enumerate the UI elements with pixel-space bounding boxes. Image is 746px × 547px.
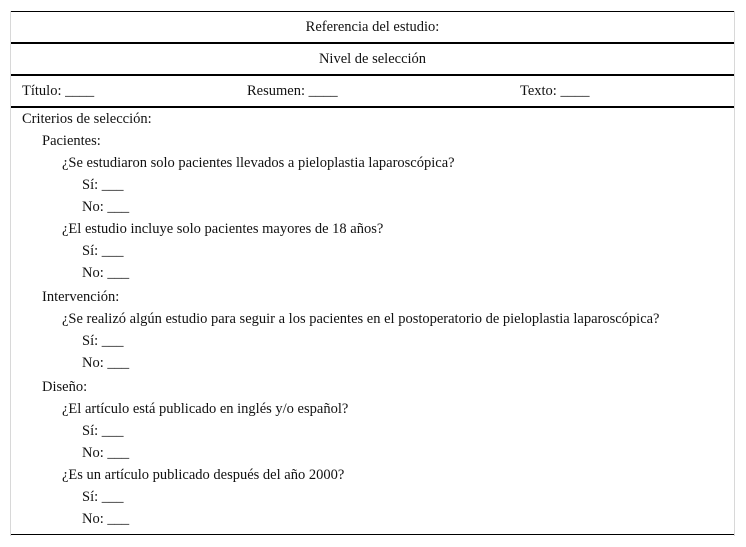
intervention-question-1: ¿Se realizó algún estudio para seguir a los pacientes en el postoperatorio de pieloplastia laparoscópica? — [62, 311, 660, 327]
patients-q1-no: No: ___ — [82, 199, 130, 215]
title-field: Título: ____ — [22, 83, 95, 99]
patients-q2-no: No: ___ — [82, 265, 130, 281]
selection-level-title: Nivel de selección — [318, 51, 427, 67]
rule-2 — [11, 74, 734, 76]
study-reference-label: Referencia del estudio: — [305, 19, 440, 35]
bottom-rule — [11, 534, 734, 535]
rule-1 — [11, 42, 734, 44]
patients-label: Pacientes: — [42, 133, 101, 149]
design-question-2: ¿Es un artículo publicado después del año 2000? — [62, 467, 345, 483]
patients-question-2: ¿El estudio incluye solo pacientes mayores de 18 años? — [62, 221, 384, 237]
patients-question-1: ¿Se estudiaron solo pacientes llevados a pieloplastia laparoscópica? — [62, 155, 455, 171]
rule-3 — [11, 106, 734, 108]
intervention-q1-no: No: ___ — [82, 355, 130, 371]
patients-q1-yes: Sí: ___ — [82, 177, 124, 193]
design-q1-no: No: ___ — [82, 445, 130, 461]
design-q2-yes: Sí: ___ — [82, 489, 124, 505]
design-q1-yes: Sí: ___ — [82, 423, 124, 439]
design-question-1: ¿El artículo está publicado en inglés y/o español? — [62, 401, 349, 417]
patients-q2-yes: Sí: ___ — [82, 243, 124, 259]
intervention-q1-yes: Sí: ___ — [82, 333, 124, 349]
design-label: Diseño: — [42, 379, 88, 395]
intervention-label: Intervención: — [42, 289, 120, 305]
design-q2-no: No: ___ — [82, 511, 130, 527]
criteria-heading: Criterios de selección: — [22, 111, 152, 127]
top-rule — [11, 11, 734, 12]
selection-form — [10, 11, 735, 536]
abstract-field: Resumen: ____ — [247, 83, 338, 99]
text-field: Texto: ____ — [520, 83, 590, 99]
